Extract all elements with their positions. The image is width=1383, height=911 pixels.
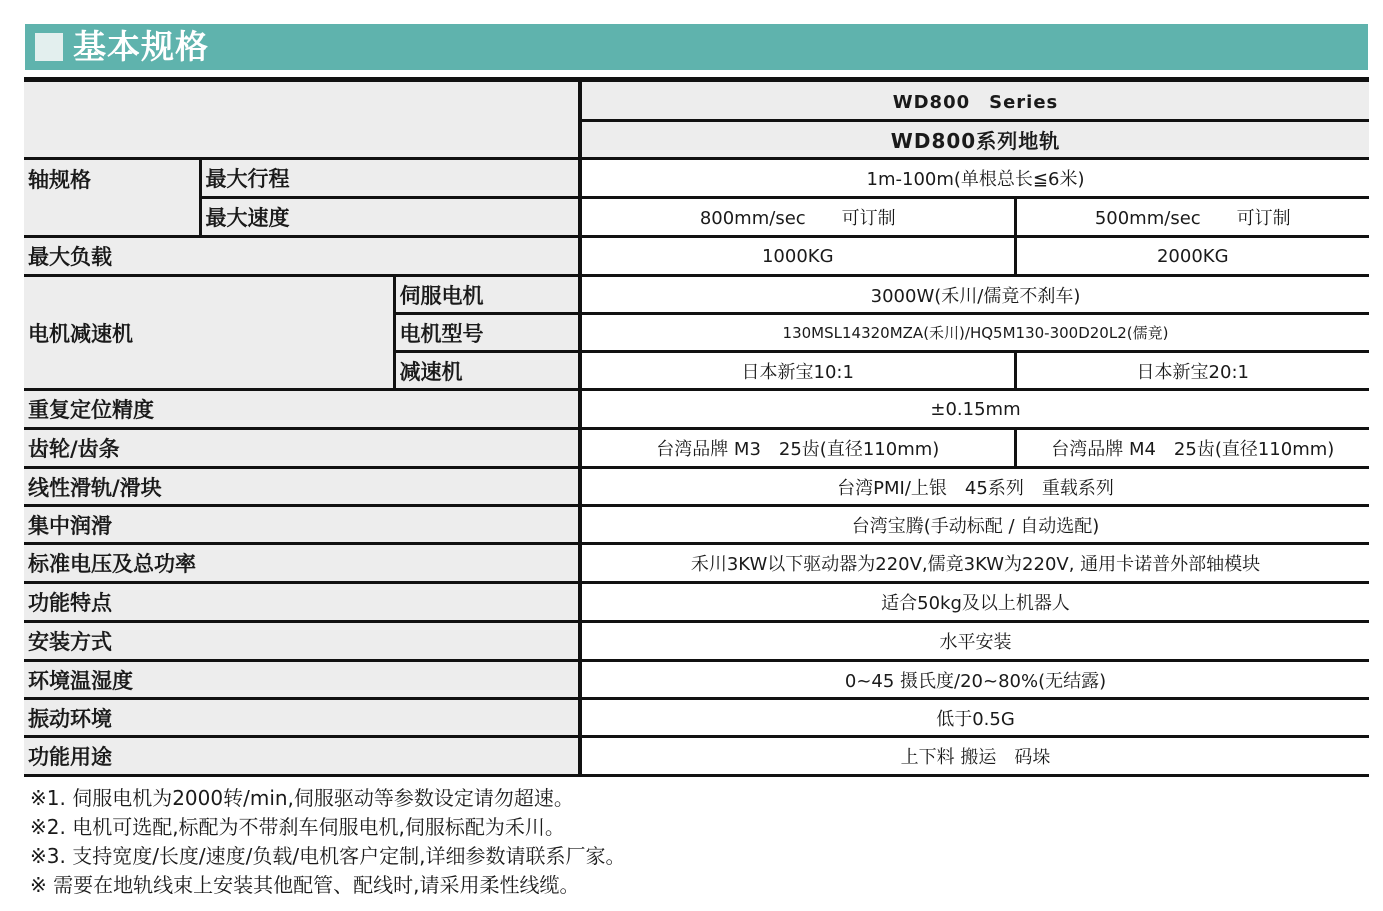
repeat-accuracy-label: 重复定位精度 — [24, 390, 580, 429]
vibration-label: 振动环境 — [24, 699, 580, 737]
table-row — [24, 276, 1369, 314]
table-row — [24, 544, 1369, 583]
note-line: ※2. 电机可选配,标配为不带刹车伺服电机,伺服标配为禾川。 — [30, 815, 565, 839]
max-stroke-value: 1m-100m(单根总长≦6米) — [580, 159, 1369, 198]
note-line: ※1. 伺服电机为2000转/min,伺服驱动等参数设定请勿超速。 — [30, 786, 574, 810]
features-label: 功能特点 — [24, 583, 580, 622]
servo-motor-label: 伺服电机 — [394, 276, 580, 314]
table-row — [24, 390, 1369, 429]
voltage-power-label: 标准电压及总功率 — [24, 544, 580, 583]
table-row — [24, 506, 1369, 544]
reducer-value-b: 日本新宝20:1 — [1015, 352, 1369, 390]
usage-value: 上下料 搬运 码垛 — [580, 737, 1369, 776]
linear-rail-label: 线性滑轨/滑块 — [24, 468, 580, 506]
motor-reducer-label: 电机减速机 — [24, 276, 394, 390]
servo-motor-value: 3000W(禾川/儒竟不刹车) — [580, 276, 1369, 314]
usage-label: 功能用途 — [24, 737, 580, 776]
table-row — [24, 237, 1369, 276]
table-row — [24, 737, 1369, 776]
environment-value: 0~45 摄氏度/20~80%(无结露) — [580, 661, 1369, 699]
motor-model-label: 电机型号 — [394, 314, 580, 352]
table-row — [24, 699, 1369, 737]
table-row — [24, 661, 1369, 699]
repeat-accuracy-value: ±0.15mm — [580, 390, 1369, 429]
gear-rack-label: 齿轮/齿条 — [24, 429, 580, 468]
gear-rack-value-b: 台湾品牌 M4 25齿(直径110mm) — [1015, 429, 1369, 468]
max-load-value-a: 1000KG — [580, 237, 1015, 276]
max-load-label: 最大负载 — [24, 237, 580, 276]
table-row — [24, 583, 1369, 622]
vibration-value: 低于0.5G — [580, 699, 1369, 737]
note-line: ※3. 支持宽度/长度/速度/负载/电机客户定制,详细参数请联系厂家。 — [30, 844, 626, 868]
table-row — [24, 468, 1369, 506]
voltage-power-value: 禾川3KW以下驱动器为220V,儒竟3KW为220V, 通用卡诺普外部轴模块 — [580, 544, 1369, 583]
section-title: 基本规格 — [73, 27, 209, 66]
gear-rack-value-a: 台湾品牌 M3 25齿(直径110mm) — [580, 429, 1015, 468]
banner-square-icon — [35, 33, 63, 61]
series-en: WD800 Series — [580, 80, 1369, 121]
axis-spec-label: 轴规格 — [24, 159, 200, 237]
table-row — [24, 80, 1369, 121]
note-line: ※ 需要在地轨线束上安装其他配管、配线时,请采用柔性线缆。 — [30, 873, 580, 897]
notes — [30, 784, 626, 900]
features-value: 适合50kg及以上机器人 — [580, 583, 1369, 622]
max-stroke-label: 最大行程 — [200, 159, 580, 198]
header-blank-cell — [24, 80, 580, 159]
environment-label: 环境温湿度 — [24, 661, 580, 699]
table-row — [24, 622, 1369, 661]
max-speed-label: 最大速度 — [200, 198, 580, 237]
install-method-value: 水平安装 — [580, 622, 1369, 661]
max-speed-value-a: 800mm/sec 可订制 — [580, 198, 1015, 237]
install-method-label: 安装方式 — [24, 622, 580, 661]
table-row — [24, 429, 1369, 468]
section-banner — [25, 24, 1368, 70]
spec-table — [24, 77, 1369, 777]
lubrication-label: 集中润滑 — [24, 506, 580, 544]
linear-rail-value: 台湾PMI/上银 45系列 重载系列 — [580, 468, 1369, 506]
series-cn: WD800系列地轨 — [580, 121, 1369, 159]
max-load-value-b: 2000KG — [1015, 237, 1369, 276]
table-row — [24, 198, 1369, 237]
max-speed-value-b: 500mm/sec 可订制 — [1015, 198, 1369, 237]
motor-model-value: 130MSL14320MZA(禾川)/HQ5M130-300D20L2(儒竟) — [580, 314, 1369, 352]
table-row — [24, 159, 1369, 198]
reducer-value-a: 日本新宝10:1 — [580, 352, 1015, 390]
reducer-label: 减速机 — [394, 352, 580, 390]
lubrication-value: 台湾宝腾(手动标配 / 自动选配) — [580, 506, 1369, 544]
